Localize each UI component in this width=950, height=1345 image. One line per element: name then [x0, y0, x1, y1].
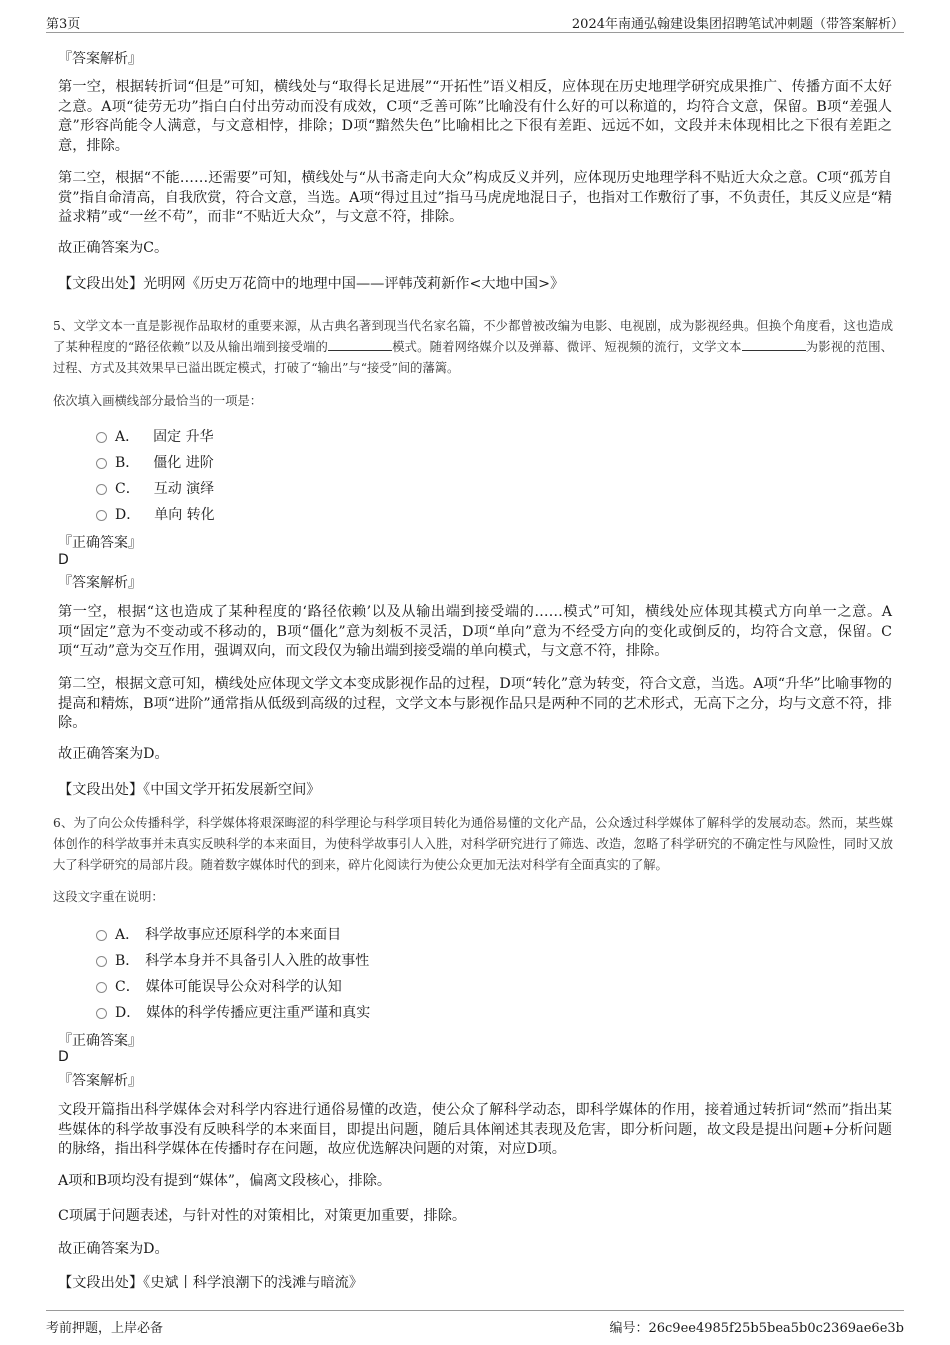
q6-option-c[interactable]: C． 媒体可能误导公众对科学的认知	[96, 976, 342, 996]
q6-analysis-p3: C项属于问题表述，与针对性的对策相比，对策更加重要，排除。	[58, 1208, 467, 1224]
q5-blank-1	[328, 338, 392, 351]
q6-option-b[interactable]: B． 科学本身并不具备引人入胜的故事性	[96, 950, 369, 970]
q5-source: 【文段出处】《中国文学开拓发展新空间》	[58, 782, 321, 798]
radio-icon[interactable]	[96, 930, 107, 941]
q5-analysis-label: 『答案解析』	[58, 575, 142, 591]
radio-icon[interactable]	[96, 982, 107, 993]
radio-icon[interactable]	[96, 510, 107, 521]
q6-question-text: 6、为了向公众传播科学，科学媒体将艰深晦涩的科学理论与科学项目转化为通俗易懂的文化产品，公众透过科学媒体了解科学的发展动态。然而，某些媒体创作的科学故事并未真实反映科学的本来面目，为使科学故事引人入胜，对科学研究进行了筛选、改造，忽略了科学研究的不确定性与风险性，同时又放大了科学研究的局部片段。随着数字媒体时代的到来，碎片化阅读行为使公众更加无法对科学有全面真实的了解。	[53, 816, 893, 872]
q6-prompt: 这段文字重在说明：	[53, 890, 164, 904]
q5-prompt: 依次填入画横线部分最恰当的一项是：	[53, 394, 263, 408]
q5-analysis-p3: 故正确答案为D。	[58, 746, 169, 762]
q5-option-d[interactable]: D． 单向 转化	[96, 504, 215, 524]
q6-option-d[interactable]: D． 媒体的科学传播应更注重严谨和真实	[96, 1002, 370, 1022]
q6-source: 【文段出处】《史斌丨科学浪潮下的浅滩与暗流》	[58, 1275, 364, 1291]
q5-correct-label: 『正确答案』	[58, 535, 142, 551]
q6-analysis-p2: A项和B项均没有提到“媒体”，偏离文段核心，排除。	[58, 1173, 392, 1189]
q5-analysis-p2: 第二空，根据文意可知，横线处应体现文学文本变成影视作品的过程，D项“转化”意为转变，符合文意，当选。A项“升华”比喻事物的提高和精炼，B项“进阶”通常指从低级到高级的过程，文学文本与影视作品只是两种不同的艺术形式，无高下之分，均与文意不符，排除。	[58, 676, 892, 731]
q5-option-b[interactable]: B． 僵化 进阶	[96, 452, 214, 472]
footer-code: 编号：26c9ee4985f25b5bea5b0c2369ae6e3b	[609, 1321, 904, 1336]
q4-source: 【文段出处】光明网《历史万花筒中的地理中国——评韩茂莉新作<大地中国>》	[58, 276, 565, 292]
q4-analysis-p2: 第二空，根据“不能……还需要”可知，横线处与“从书斋走向大众”构成反义并列，应体现历史地理学科不贴近大众之意。C项“孤芳自赏”指自命清高，自我欣赏，符合文意，当选。A项“得过且过”指马马虎虎地混日子，也指对工作敷衍了事，不负责任，其反义应是“精益求精”或“一丝不苟”，而非“不贴近大众”，与文意不符，排除。	[58, 170, 892, 225]
q6-correct-label: 『正确答案』	[58, 1033, 142, 1049]
q4-analysis-p3: 故正确答案为C。	[58, 240, 169, 256]
q5-option-c[interactable]: C． 互动 演绎	[96, 478, 214, 498]
q6-analysis-label: 『答案解析』	[58, 1073, 142, 1089]
q4-analysis-p1: 第一空，根据转折词“但是”可知，横线处与“取得长足进展”“开拓性”语义相反，应体现在历史地理学研究成果推广、传播方面不太好之意。A项“徒劳无功”指白白付出劳动而没有成效，C项“乏善可陈”比喻没有什么好的可以称道的，均符合文意，保留。B项“差强人意”形容尚能令人满意，与文意相悖，排除；D项“黯然失色”比喻相比之下很有差距、远远不如，文段并未体现相比之下很有差距之意，排除。	[58, 79, 892, 154]
radio-icon[interactable]	[96, 1008, 107, 1019]
q6-analysis-p4: 故正确答案为D。	[58, 1241, 169, 1257]
q6-analysis-p1: 文段开篇指出科学媒体会对科学内容进行通俗易懂的改造，使公众了解科学动态，即科学媒体的作用，接着通过转折词“然而”指出某些媒体的科学故事没有反映科学的本来面目，即提出问题，随后具体阐述其表现及危害，即分析问题，故文段是提出问题+分析问题的脉络，指出科学媒体在传播时存在问题，故应优选解决问题的对策，对应D项。	[58, 1102, 892, 1157]
radio-icon[interactable]	[96, 432, 107, 443]
q6-correct-answer: D	[58, 1049, 69, 1065]
page-header	[46, 10, 904, 33]
radio-icon[interactable]	[96, 458, 107, 469]
footer-slogan: 考前押题，上岸必备	[46, 1321, 164, 1336]
page-footer	[46, 1310, 904, 1337]
q4-analysis-label: 『答案解析』	[58, 51, 142, 67]
q5-analysis-p1: 第一空，根据“这也造成了某种程度的‘路径依赖’以及从输出端到接受端的……模式”可知，横线处应体现其模式方向单一之意。A项“固定”意为不变动或不移动的，B项“僵化”意为刻板不灵活，D项“单向”意为不经受方向的变化或倒反的，均符合文意，保留。C项“互动”意为交互作用，强调双向，而文段仅为输出端到接受端的单向模式，与文意不符，排除。	[58, 604, 892, 659]
radio-icon[interactable]	[96, 956, 107, 967]
page-number: 第3页	[46, 17, 81, 32]
radio-icon[interactable]	[96, 484, 107, 495]
document-title: 2024年南通弘翰建设集团招聘笔试冲刺题（带答案解析）	[571, 17, 904, 32]
q6-option-a[interactable]: A． 科学故事应还原科学的本来面目	[96, 924, 341, 944]
q5-correct-answer: D	[58, 552, 69, 568]
q5-option-a[interactable]: A． 固定 升华	[96, 426, 214, 446]
q5-question-text: 5、文学文本一直是影视作品取材的重要来源，从古典名著到现当代名家名篇，不少都曾被改编为电影、电视剧，成为影视经典。但换个角度看，这也造成了某种程度的“路径依赖”以及从输出端到接受端的 模式。随着网络媒介以及弹幕、微评、短视频的流行，文学文本 为影视的范围、过程、方式及其效果早已溢出既定模式，打破了“输出”与“接受”间的藩篱。	[53, 319, 893, 375]
q5-blank-2	[742, 338, 806, 351]
